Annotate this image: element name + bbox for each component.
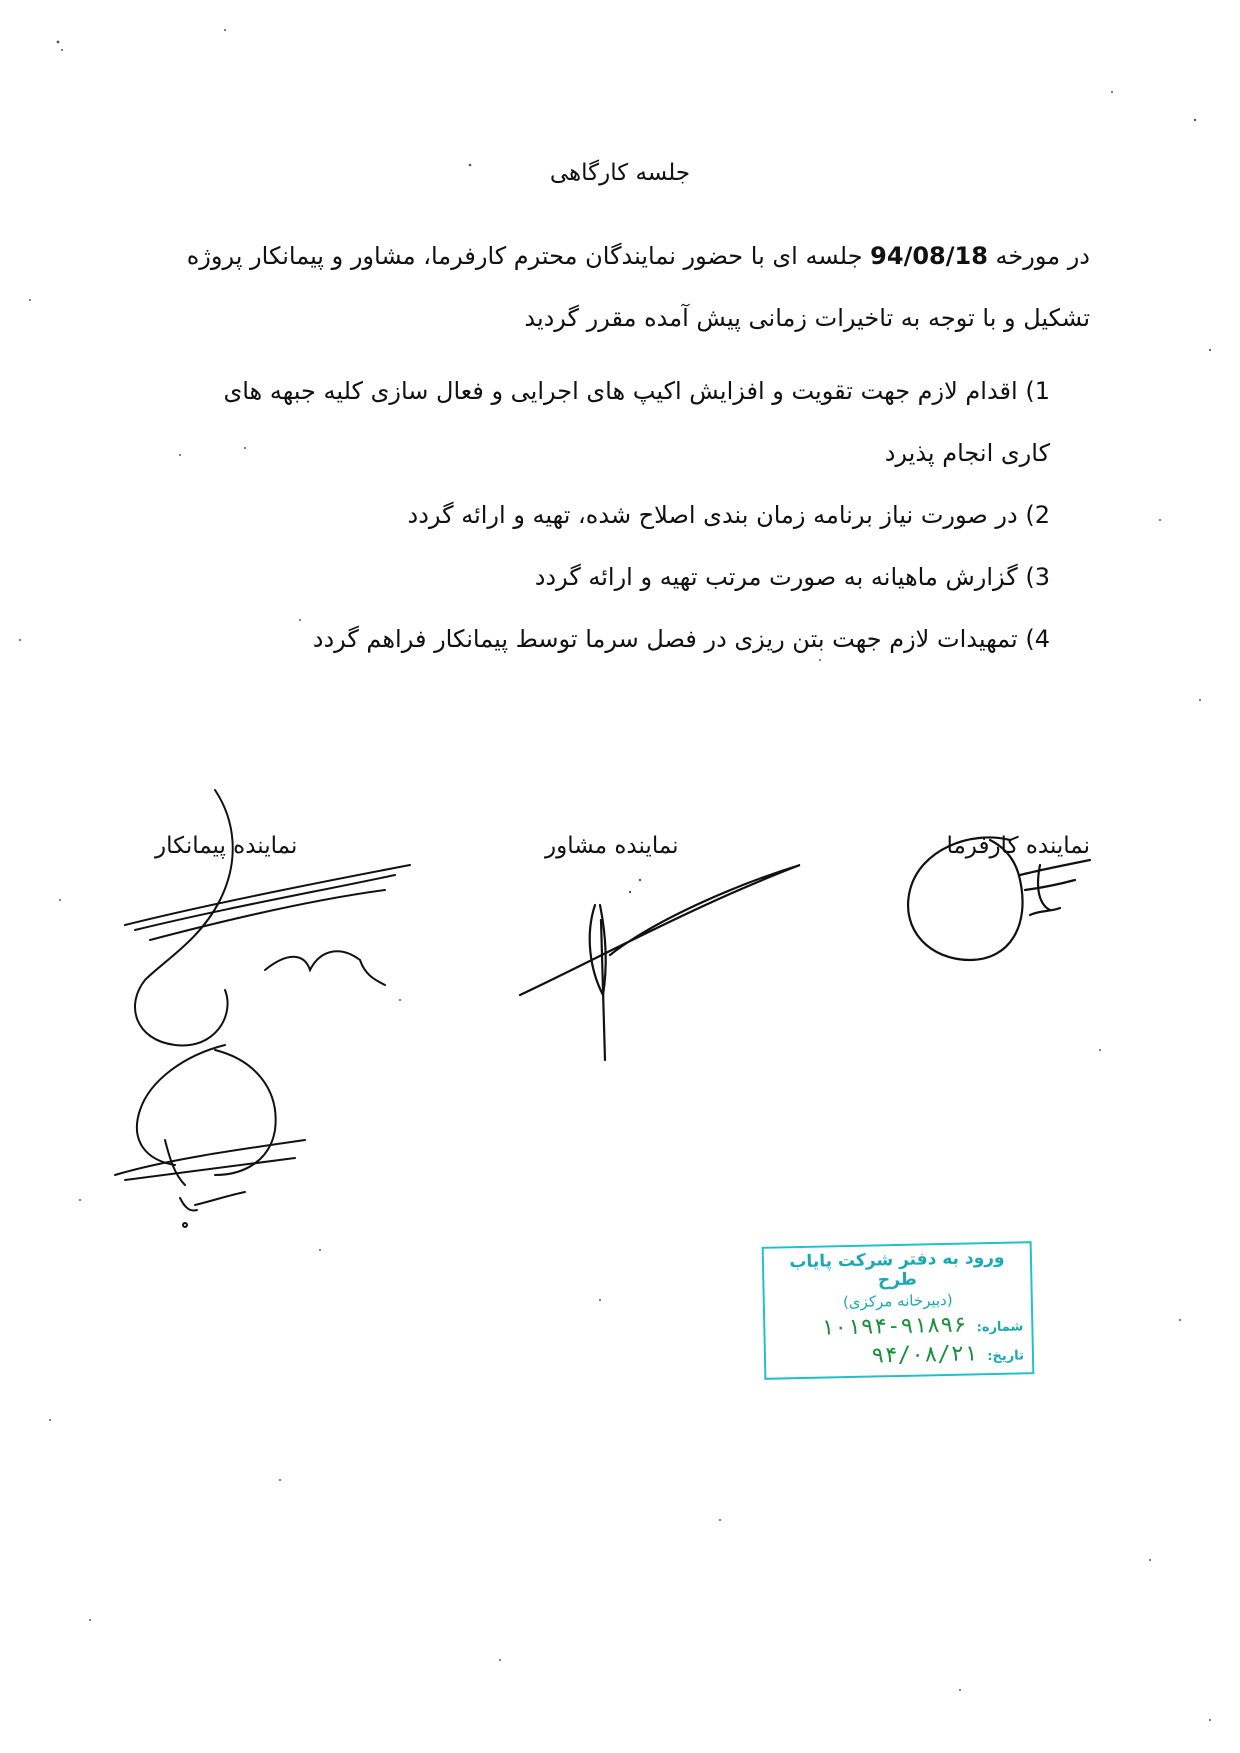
item-text: در صورت نیاز برنامه زمان بندی اصلاح شده، تهیه و ارائه گردد (407, 501, 1018, 529)
resolution-item (170, 484, 1050, 546)
stamp-number-label: شماره: (976, 1319, 1024, 1336)
contractor-signature (105, 780, 425, 1230)
item-number: 3) (1025, 563, 1050, 591)
consultant-representative-label: نماینده مشاور (545, 833, 679, 859)
office-entry-stamp (762, 1241, 1035, 1380)
stamp-date-row (774, 1340, 1024, 1370)
item-number: 2) (1025, 501, 1050, 529)
item-number: 4) (1025, 625, 1050, 653)
intro-after-date: جلسه ای با حضور نمایندگان محترم کارفرما، مشاور و پیمانکار پروژه تشکیل و با توجه به تاخیرات زمانی پیش آمده مقرر گردید (186, 242, 1090, 332)
item-text: گزارش ماهیانه به صورت مرتب تهیه و ارائه گردد (534, 563, 1018, 591)
item-text: اقدام لازم جهت تقویت و افزایش اکیپ های اجرایی و فعال سازی کلیه جبهه های کاری انجام پذیرد (223, 377, 1050, 467)
stamp-number-row (773, 1311, 1023, 1341)
document-title: جلسه کارگاهی (549, 160, 691, 186)
resolution-item (170, 360, 1050, 484)
stamp-date-label: تاریخ: (987, 1348, 1025, 1365)
intro-paragraph (150, 225, 1090, 349)
item-text: تمهیدات لازم جهت بتن ریزی در فصل سرما توسط پیمانکار فراهم گردد (312, 625, 1018, 653)
meeting-date: 94/08/18 (870, 242, 988, 270)
contractor-representative-label: نماینده پیمانکار (155, 833, 298, 859)
stamp-number-value: ۱۰۱۹۴-۹۱۸۹۶ (820, 1312, 967, 1341)
employer-representative-label: نماینده کارفرما (946, 833, 1090, 859)
stamp-department-line: (دبیرخانه مرکزی) (842, 1290, 953, 1312)
consultant-signature (515, 860, 805, 1070)
stamp-company-line: ورود به دفتر شرکت پایاب طرح (789, 1247, 1005, 1291)
resolution-list (170, 360, 1050, 670)
intro-before-date: در مورخه (987, 242, 1090, 270)
stamp-date-value: ۹۴/۰۸/۲۱ (871, 1341, 978, 1369)
employer-signature (890, 820, 1100, 970)
resolution-item (170, 608, 1050, 670)
resolution-item (170, 546, 1050, 608)
item-number: 1) (1025, 377, 1050, 405)
